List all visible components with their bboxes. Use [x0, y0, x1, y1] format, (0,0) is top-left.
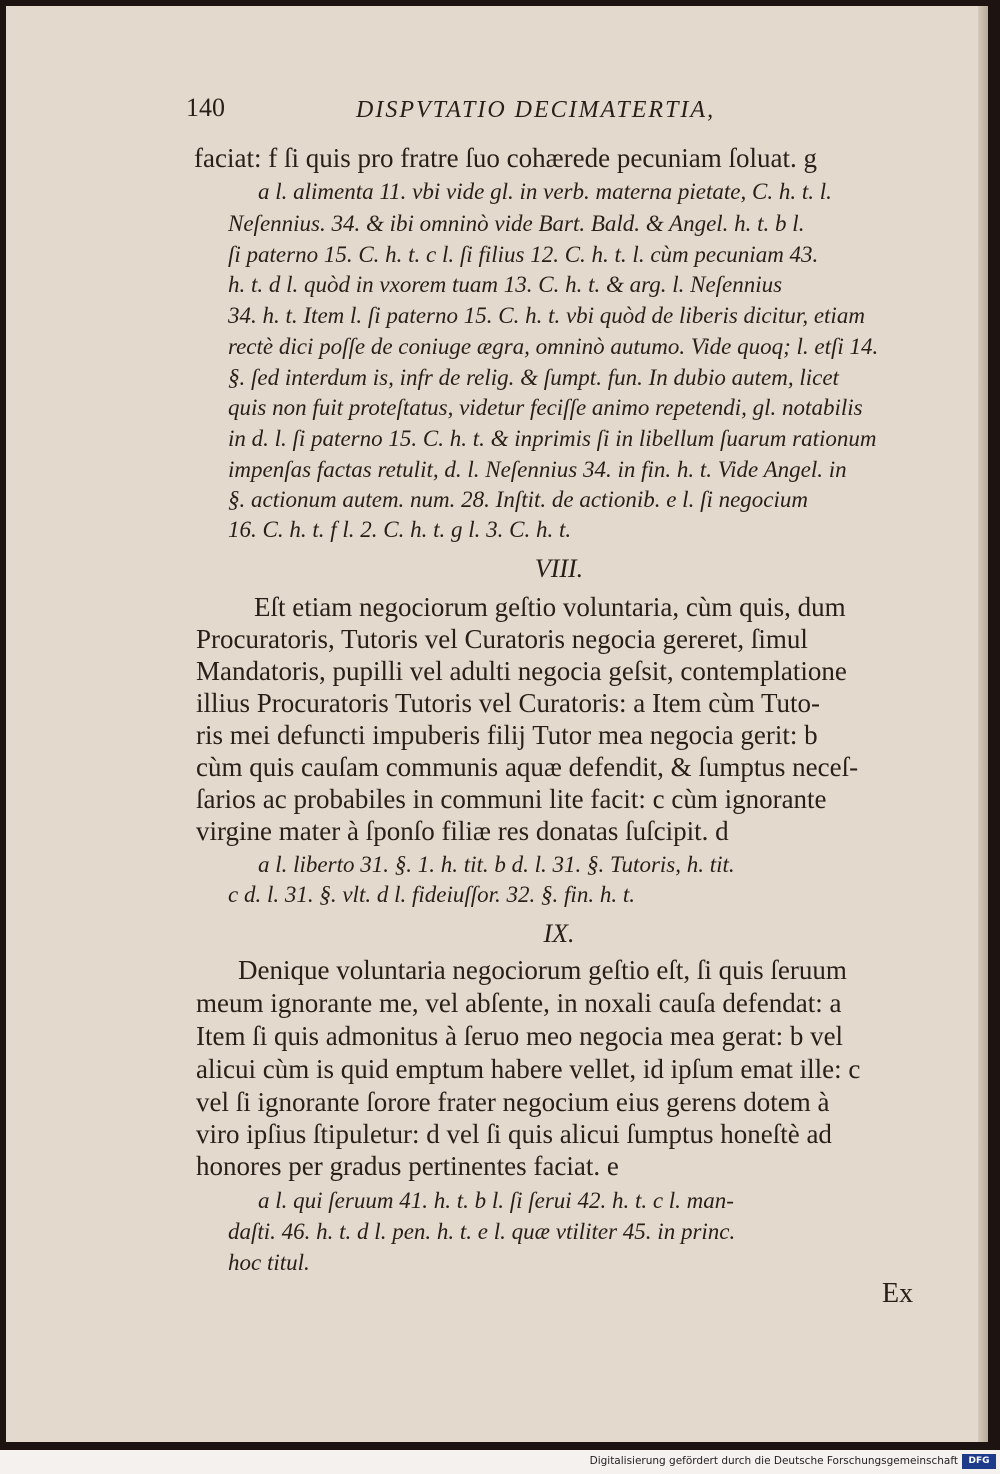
text-line: ris mei defuncti impuberis filij Tutor mea negocia gerit: b — [196, 720, 818, 750]
footnote-line: a l. liberto 31. §. 1. h. tit. b d. l. 31. §. Tutoris, h. tit. — [258, 852, 735, 877]
text-line: virgine mater à ſponſo filiæ res donatas ſuſcipit. d — [196, 816, 729, 846]
section-heading-ix: IX. — [543, 919, 575, 948]
text-line: viro ipſius ſtipuletur: d vel ſi quis alicui ſumptus honeſtè ad — [196, 1119, 832, 1149]
footnote-line: rectè dici poſſe de coniuge ægra, omninò autumo. Vide quoq; l. etſi 14. — [228, 334, 879, 359]
footnote-line: 34. h. t. Item l. ſi paterno 15. C. h. t. vbi quòd de liberis dicitur, etiam — [228, 303, 865, 328]
footnote-line: a l. qui ſeruum 41. h. t. b l. ſi ſerui 42. h. t. c l. man- — [258, 1188, 734, 1213]
text-line: Procuratoris, Tutoris vel Curatoris negocia gereret, ſimul — [196, 624, 808, 654]
footnote-line: ſi paterno 15. C. h. t. c l. ſi filius 12. C. h. t. l. cùm pecuniam 43. — [228, 242, 819, 267]
text-line: alicui cùm is quid emptum habere vellet, id ipſum emat ille: c — [196, 1054, 861, 1084]
footer-bar — [0, 1450, 1000, 1474]
text-line: vel ſi ignorante ſorore frater negocium eius gerens dotem à — [196, 1087, 830, 1117]
dfg-logo: DFG — [962, 1454, 996, 1469]
text-line: meum ignorante me, vel abſente, in noxali cauſa defendat: a — [196, 988, 842, 1018]
text-line: Mandatoris, pupilli vel adulti negocia geſsit, contemplatione — [196, 656, 847, 686]
footnote-line: h. t. d l. quòd in vxorem tuam 13. C. h. t. & arg. l. Neſennius — [228, 272, 783, 297]
footnote-line: in d. l. ſi paterno 15. C. h. t. & inprimis ſi in libellum ſuarum rationum — [228, 426, 877, 451]
text-line: ſarios ac probabiles in communi lite facit: c cùm ignorante — [196, 784, 827, 814]
footnote-line: 16. C. h. t. f l. 2. C. h. t. g l. 3. C. h. t. — [228, 517, 572, 542]
text-line: Eſt etiam negociorum geſtio voluntaria, cùm quis, dum — [254, 592, 846, 622]
footnote-line: impenſas factas retulit, d. l. Neſennius 34. in fin. h. t. Vide Angel. in — [228, 457, 847, 482]
footnote-line: hoc titul. — [228, 1250, 310, 1275]
text-line: Denique voluntaria negociorum geſtio eſt, ſi quis ſeruum — [238, 955, 847, 985]
text-line: illius Procuratoris Tutoris vel Curatoris: a Item cùm Tuto- — [196, 688, 821, 718]
section-heading-viii: VIII. — [534, 554, 584, 583]
text-line: cùm quis cauſam communis aquæ defendit, & ſumptus neceſ- — [196, 752, 859, 782]
footnote-line: Neſennius. 34. & ibi omninò vide Bart. Bald. & Angel. h. t. b l. — [228, 211, 805, 236]
footnote-line: daſti. 46. h. t. d l. pen. h. t. e l. quæ vtiliter 45. in princ. — [228, 1219, 736, 1244]
text-line: honores per gradus pertinentes faciat. e — [196, 1151, 619, 1181]
footnote-line: c d. l. 31. §. vlt. d l. fideiuſſor. 32. §. fin. h. t. — [228, 882, 635, 907]
footnote-line: §. ſed interdum is, infr de relig. & ſumpt. fun. In dubio autem, licet — [228, 365, 839, 390]
footnote-line: §. actionum autem. num. 28. Inſtit. de actionib. e l. ſi negocium — [228, 487, 809, 512]
text-line: Item ſi quis admonitus à ſeruo meo negocia mea gerat: b vel — [196, 1021, 844, 1051]
page-number: 140 — [186, 93, 225, 122]
funding-credit: Digitalisierung gefördert durch die Deutsche Forschungsgemeinschaft — [589, 1455, 958, 1467]
running-title: DISPVTATIO DECIMATERTIA, — [356, 97, 716, 123]
page-edge-shadow — [978, 6, 988, 1442]
catchword: Ex — [882, 1278, 914, 1309]
text-line: faciat: f ſi quis pro fratre ſuo cohærede pecuniam ſoluat. g — [194, 143, 818, 173]
footnote-line: a l. alimenta 11. vbi vide gl. in verb. materna pietate, C. h. t. l. — [258, 179, 832, 204]
footnote-line: quis non fuit proteſtatus, videtur feciſſe animo repetendi, gl. notabilis — [228, 395, 863, 420]
book-page — [6, 6, 988, 1442]
